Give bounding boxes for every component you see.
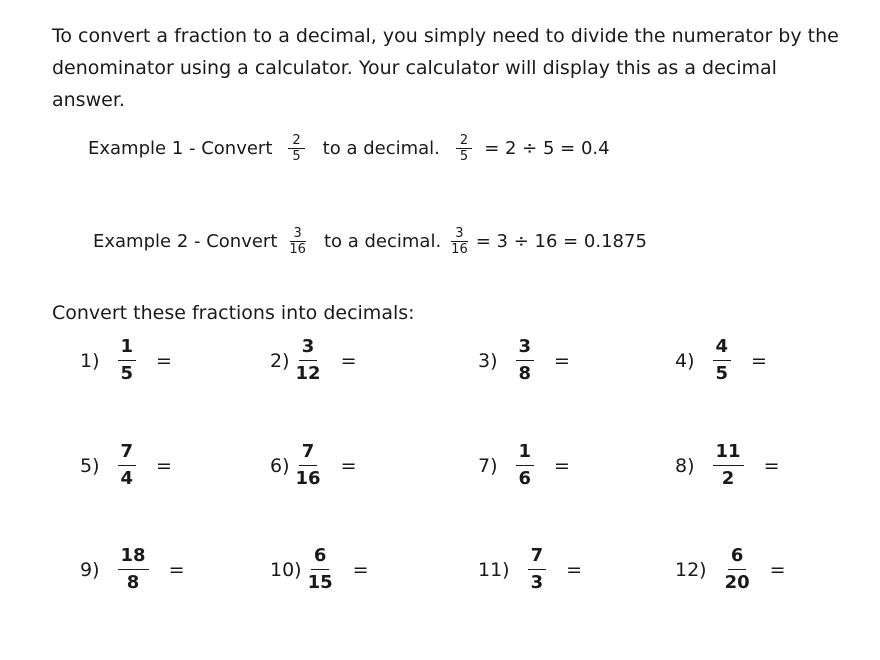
denominator: 16 <box>289 242 306 257</box>
example-result: = 2 ÷ 5 = 0.4 <box>484 138 610 159</box>
numerator: 7 <box>528 545 547 570</box>
denominator: 4 <box>120 468 134 489</box>
problem-number: 10) <box>270 558 302 581</box>
denominator: 16 <box>295 468 321 489</box>
equals-sign: = <box>769 558 786 581</box>
numerator: 3 <box>516 336 535 361</box>
problem-fraction <box>516 336 535 385</box>
numerator: 7 <box>299 441 318 466</box>
denominator: 8 <box>518 363 532 384</box>
denominator: 5 <box>120 363 134 384</box>
equals-sign: = <box>751 349 767 372</box>
equals-sign: = <box>763 454 780 477</box>
numerator: 7 <box>118 441 137 466</box>
problem-number: 2) <box>270 349 290 372</box>
problem-item <box>478 441 570 490</box>
denominator: 15 <box>307 572 333 593</box>
problem-fraction <box>713 336 732 385</box>
problem-fraction <box>528 545 547 594</box>
denominator: 8 <box>126 572 140 593</box>
equals-sign: = <box>168 558 185 581</box>
denominator: 16 <box>451 242 468 257</box>
problem-number: 8) <box>675 454 695 477</box>
example-mid-text: to a decimal. <box>322 138 440 159</box>
instruction-text: Convert these fractions into decimals: <box>52 302 415 324</box>
problem-item <box>80 545 185 594</box>
example-label: Example 1 - Convert <box>88 138 273 159</box>
numerator: 6 <box>311 545 330 570</box>
problem-fraction <box>516 441 535 490</box>
problem-fraction <box>713 441 744 490</box>
problem-item <box>675 545 786 594</box>
numerator: 18 <box>118 545 149 570</box>
numerator: 2 <box>288 133 304 149</box>
denominator: 2 <box>721 468 735 489</box>
problem-fraction <box>118 545 149 594</box>
denominator: 20 <box>724 572 750 593</box>
problem-item <box>478 336 570 385</box>
denominator: 3 <box>530 572 544 593</box>
problem-fraction <box>308 545 333 594</box>
problem-item <box>270 336 357 385</box>
denominator: 5 <box>459 149 469 164</box>
numerator: 11 <box>713 441 744 466</box>
numerator: 6 <box>728 545 747 570</box>
problem-number: 7) <box>478 454 498 477</box>
problem-item <box>675 336 767 385</box>
problem-number: 11) <box>478 558 510 581</box>
denominator: 5 <box>715 363 729 384</box>
problem-item <box>478 545 582 594</box>
denominator: 5 <box>292 149 301 164</box>
example-fraction <box>288 133 304 164</box>
equals-sign: = <box>340 454 357 477</box>
problem-number: 12) <box>675 558 707 581</box>
problem-number: 4) <box>675 349 695 372</box>
problem-item <box>675 441 780 490</box>
example-2 <box>93 226 647 257</box>
equals-sign: = <box>566 558 583 581</box>
example-fraction <box>451 226 468 257</box>
numerator: 3 <box>299 336 318 361</box>
example-fraction <box>289 226 306 257</box>
equals-sign: = <box>156 454 172 477</box>
problem-fraction <box>725 545 750 594</box>
problem-number: 6) <box>270 454 290 477</box>
equals-sign: = <box>340 349 357 372</box>
problem-number: 1) <box>80 349 100 372</box>
numerator: 2 <box>456 133 472 149</box>
equals-sign: = <box>554 454 570 477</box>
example-label: Example 2 - Convert <box>93 231 278 252</box>
denominator: 6 <box>518 468 532 489</box>
problem-item <box>270 441 357 490</box>
example-fraction <box>456 133 472 164</box>
numerator: 3 <box>451 226 467 242</box>
numerator: 4 <box>713 336 732 361</box>
problem-fraction <box>118 336 137 385</box>
problem-fraction <box>296 336 321 385</box>
example-1 <box>88 133 610 164</box>
problem-item <box>80 336 172 385</box>
problem-fraction <box>118 441 137 490</box>
numerator: 1 <box>516 441 535 466</box>
equals-sign: = <box>352 558 369 581</box>
problem-number: 9) <box>80 558 100 581</box>
example-result: = 3 ÷ 16 = 0.1875 <box>475 231 647 252</box>
problem-item <box>270 545 369 594</box>
example-mid-text: to a decimal. <box>323 231 442 252</box>
equals-sign: = <box>554 349 570 372</box>
equals-sign: = <box>156 349 172 372</box>
intro-text: To convert a fraction to a decimal, you simply need to divide the numerator by the denominator using a calculator. Your calculator will display this as a decimal answer. <box>52 25 839 111</box>
problem-number: 3) <box>478 349 498 372</box>
numerator: 3 <box>290 226 306 242</box>
problem-fraction <box>296 441 321 490</box>
denominator: 12 <box>295 363 321 384</box>
problem-item <box>80 441 172 490</box>
problem-number: 5) <box>80 454 100 477</box>
numerator: 1 <box>118 336 137 361</box>
